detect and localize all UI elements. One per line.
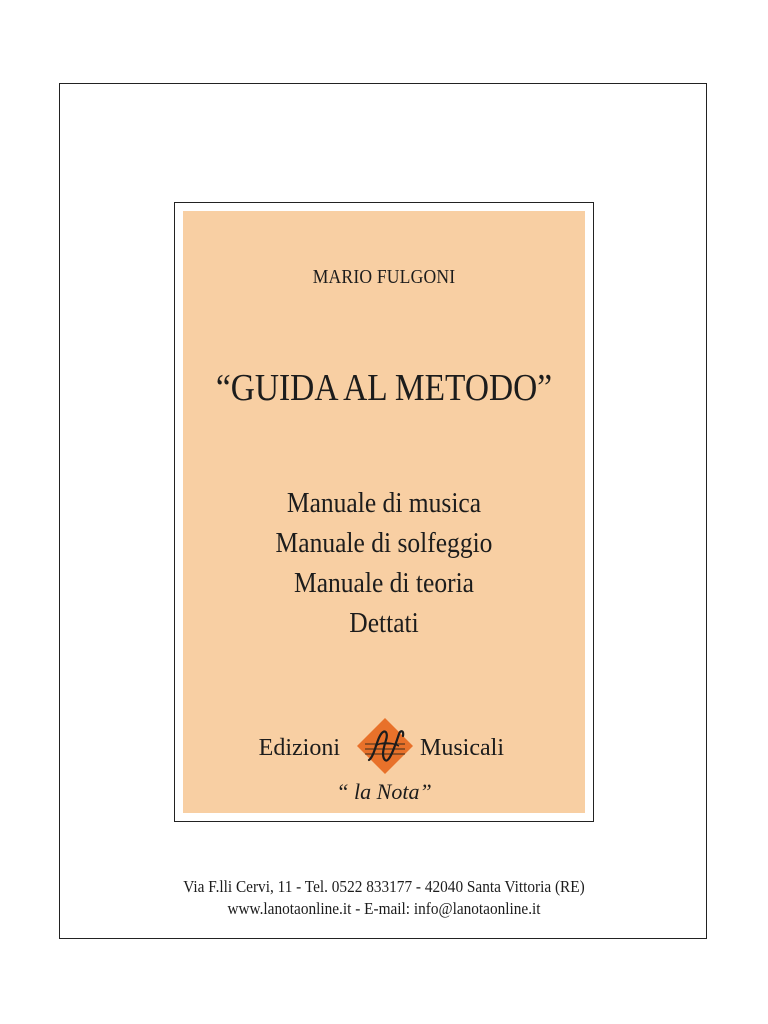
subtitle-item: Manuale di musica — [286, 487, 482, 519]
music-note-logo-icon — [355, 716, 415, 776]
footer-address: Via F.lli Cervi, 11 - Tel. 0522 833177 - 42040 Santa Vittoria (RE) — [183, 877, 585, 896]
publisher-row — [183, 716, 585, 776]
cover-frame — [174, 202, 594, 822]
subtitle-item: Manuale di teoria — [294, 567, 474, 599]
publisher-footer — [38, 876, 729, 920]
author-name: MARIO FULGONI — [312, 266, 456, 288]
publisher-label-left: Edizioni — [258, 735, 340, 761]
publisher-label-right: Musicali — [420, 735, 504, 761]
subtitle-item: Dettati — [349, 607, 419, 639]
subtitle-item: Manuale di solfeggio — [275, 527, 493, 559]
subtitle-list — [207, 483, 561, 643]
book-title: “GUIDA AL METODO” — [215, 367, 553, 409]
footer-contact: www.lanotaonline.it - E-mail: info@lanotaonline.it — [227, 899, 541, 918]
publisher-imprint: “ la Nota” — [336, 779, 432, 804]
book-cover — [183, 211, 585, 813]
